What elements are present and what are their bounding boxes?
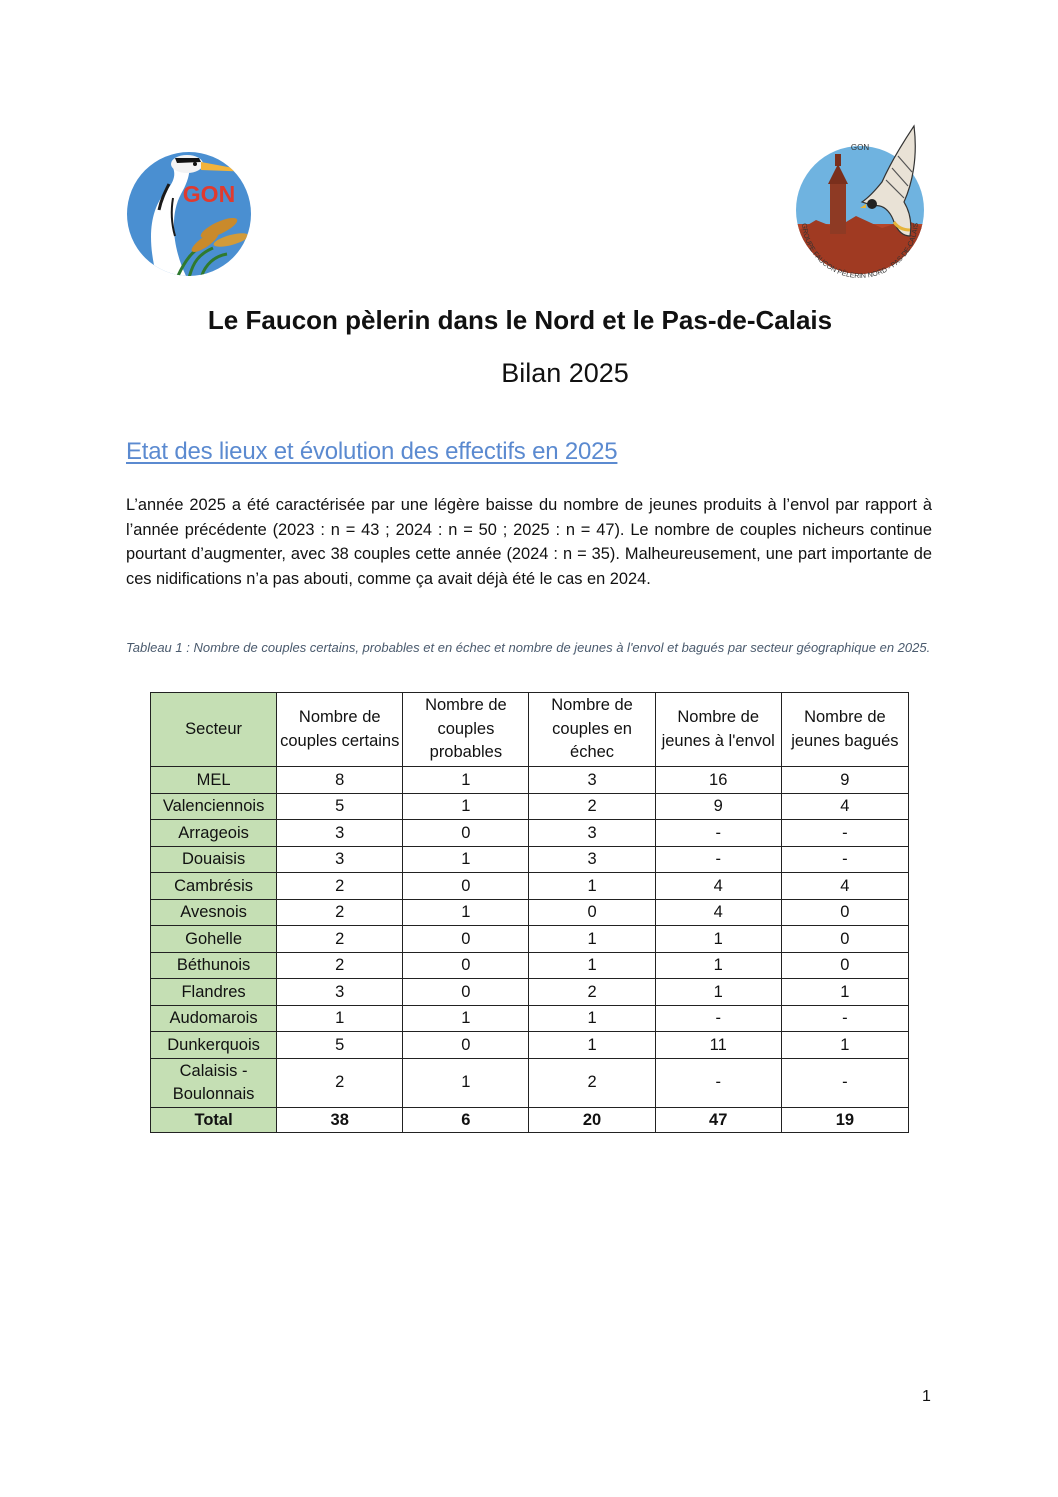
table-cell: 1 xyxy=(403,1005,529,1032)
table-cell: 16 xyxy=(655,767,781,794)
gon-logo-text: GON xyxy=(182,181,236,207)
table-cell: 1 xyxy=(403,1058,529,1107)
sector-cell: Arrageois xyxy=(151,820,277,847)
sector-cell: Dunkerquois xyxy=(151,1032,277,1059)
table-header-cell: Nombre de jeunes à l'envol xyxy=(655,693,781,767)
table-cell: 2 xyxy=(529,793,655,820)
table-cell: 8 xyxy=(277,767,403,794)
page-subtitle: Bilan 2025 xyxy=(501,358,629,388)
table-cell: 1 xyxy=(529,926,655,953)
table-cell: - xyxy=(781,1005,908,1032)
table-row xyxy=(151,1032,909,1059)
table-cell: 1 xyxy=(403,899,529,926)
table-row xyxy=(151,1058,909,1107)
table-cell: 0 xyxy=(403,1032,529,1059)
sector-cell: MEL xyxy=(151,767,277,794)
table-cell: 3 xyxy=(529,820,655,847)
falcon-logo-ring-text: GROUPE FAUCON PÈLERIN NORD - PAS-DE-CALAIS xyxy=(800,222,920,281)
table-cell: - xyxy=(781,820,908,847)
sector-table xyxy=(150,692,909,1133)
table-cell: 9 xyxy=(781,767,908,794)
table-cell: 0 xyxy=(403,952,529,979)
table-cell: 4 xyxy=(655,899,781,926)
sector-cell: Avesnois xyxy=(151,899,277,926)
total-label-cell: Total xyxy=(151,1107,277,1132)
gon-heron-logo xyxy=(127,150,257,278)
table-cell: - xyxy=(655,1005,781,1032)
table-cell: - xyxy=(781,846,908,873)
sector-cell: Audomarois xyxy=(151,1005,277,1032)
table-cell: 0 xyxy=(403,873,529,900)
table-cell: 3 xyxy=(277,820,403,847)
table-cell: 0 xyxy=(403,979,529,1006)
table-header-cell: Nombre de couples en échec xyxy=(529,693,655,767)
table-cell: - xyxy=(655,820,781,847)
table-header-row xyxy=(151,693,909,767)
table-row xyxy=(151,952,909,979)
table-cell: 1 xyxy=(403,767,529,794)
table-cell: 1 xyxy=(403,793,529,820)
table-row xyxy=(151,793,909,820)
total-cell: 38 xyxy=(277,1107,403,1132)
table-total-row xyxy=(151,1107,909,1132)
table-cell: 4 xyxy=(781,873,908,900)
section-heading: Etat des lieux et évolution des effectifs en 2025 xyxy=(126,438,618,465)
table-cell: 3 xyxy=(277,979,403,1006)
intro-paragraph: L’année 2025 a été caractérisée par une légère baisse du nombre de jeunes produits à l’envol par rapport à l’année précédente (2023 : n = 43 ; 2024 : n = 50 ; 2025 : n = 47). Le nombre de couples nicheurs continue pourtant d’augmenter, avec 38 couples cette année (2024 : n = 35). Malheureusement, une part importante de ces nidifications n’a pas abouti, comme ça avait déjà été le cas en 2024. xyxy=(126,496,932,588)
total-cell: 6 xyxy=(403,1107,529,1132)
page-number: 1 xyxy=(922,1388,931,1405)
table-cell: 2 xyxy=(277,873,403,900)
table-cell: 0 xyxy=(781,952,908,979)
table-cell: 1 xyxy=(655,952,781,979)
table-cell: 3 xyxy=(529,846,655,873)
table-cell: 0 xyxy=(529,899,655,926)
table-cell: 9 xyxy=(655,793,781,820)
total-cell: 20 xyxy=(529,1107,655,1132)
table-cell: 1 xyxy=(403,846,529,873)
sector-cell: Flandres xyxy=(151,979,277,1006)
table-cell: 3 xyxy=(529,767,655,794)
table-cell: 1 xyxy=(529,952,655,979)
sector-cell: Douaisis xyxy=(151,846,277,873)
page-title: Le Faucon pèlerin dans le Nord et le Pas-de-Calais xyxy=(207,305,833,335)
sector-cell: Béthunois xyxy=(151,952,277,979)
table-cell: 3 xyxy=(277,846,403,873)
table-cell: 1 xyxy=(277,1005,403,1032)
table-row xyxy=(151,820,909,847)
table-cell: 4 xyxy=(655,873,781,900)
sector-cell: Cambrésis xyxy=(151,873,277,900)
table-cell: - xyxy=(655,1058,781,1107)
falcon-group-logo xyxy=(786,124,934,286)
table-cell: 1 xyxy=(781,979,908,1006)
table-row xyxy=(151,1005,909,1032)
table-cell: 1 xyxy=(529,1032,655,1059)
table-header-cell: Nombre de jeunes bagués xyxy=(781,693,908,767)
table-row xyxy=(151,926,909,953)
table-cell: - xyxy=(655,846,781,873)
table-row xyxy=(151,846,909,873)
table-cell: 1 xyxy=(655,926,781,953)
table-cell: 2 xyxy=(529,1058,655,1107)
table-row xyxy=(151,873,909,900)
table-cell: 1 xyxy=(529,1005,655,1032)
table-cell: 0 xyxy=(781,899,908,926)
table-cell: 0 xyxy=(781,926,908,953)
table-header-cell: Nombre de couples certains xyxy=(277,693,403,767)
table-row xyxy=(151,979,909,1006)
table-cell: 1 xyxy=(529,873,655,900)
table-cell: 0 xyxy=(403,820,529,847)
table-cell: 2 xyxy=(277,952,403,979)
table-cell: 5 xyxy=(277,793,403,820)
table-caption: Tableau 1 : Nombre de couples certains, probables et en échec et nombre de jeunes à l'envol et bagués par secteur géographique en 2025. xyxy=(126,640,931,655)
sector-cell: Calaisis - Boulonnais xyxy=(151,1058,277,1107)
table-cell: 11 xyxy=(655,1032,781,1059)
table-row xyxy=(151,767,909,794)
total-cell: 19 xyxy=(781,1107,908,1132)
table-cell: 2 xyxy=(277,899,403,926)
table-cell: 1 xyxy=(781,1032,908,1059)
table-cell: 4 xyxy=(781,793,908,820)
sector-cell: Valenciennois xyxy=(151,793,277,820)
table-cell: 5 xyxy=(277,1032,403,1059)
table-cell: - xyxy=(781,1058,908,1107)
table-header-cell: Nombre de couples probables xyxy=(403,693,529,767)
sector-cell: Gohelle xyxy=(151,926,277,953)
table-cell: 0 xyxy=(403,926,529,953)
table-cell: 1 xyxy=(655,979,781,1006)
table-row xyxy=(151,899,909,926)
total-cell: 47 xyxy=(655,1107,781,1132)
falcon-logo-text: GON xyxy=(850,143,870,152)
table-cell: 2 xyxy=(277,1058,403,1107)
table-header-cell: Secteur xyxy=(151,693,277,767)
table-cell: 2 xyxy=(277,926,403,953)
table-cell: 2 xyxy=(529,979,655,1006)
